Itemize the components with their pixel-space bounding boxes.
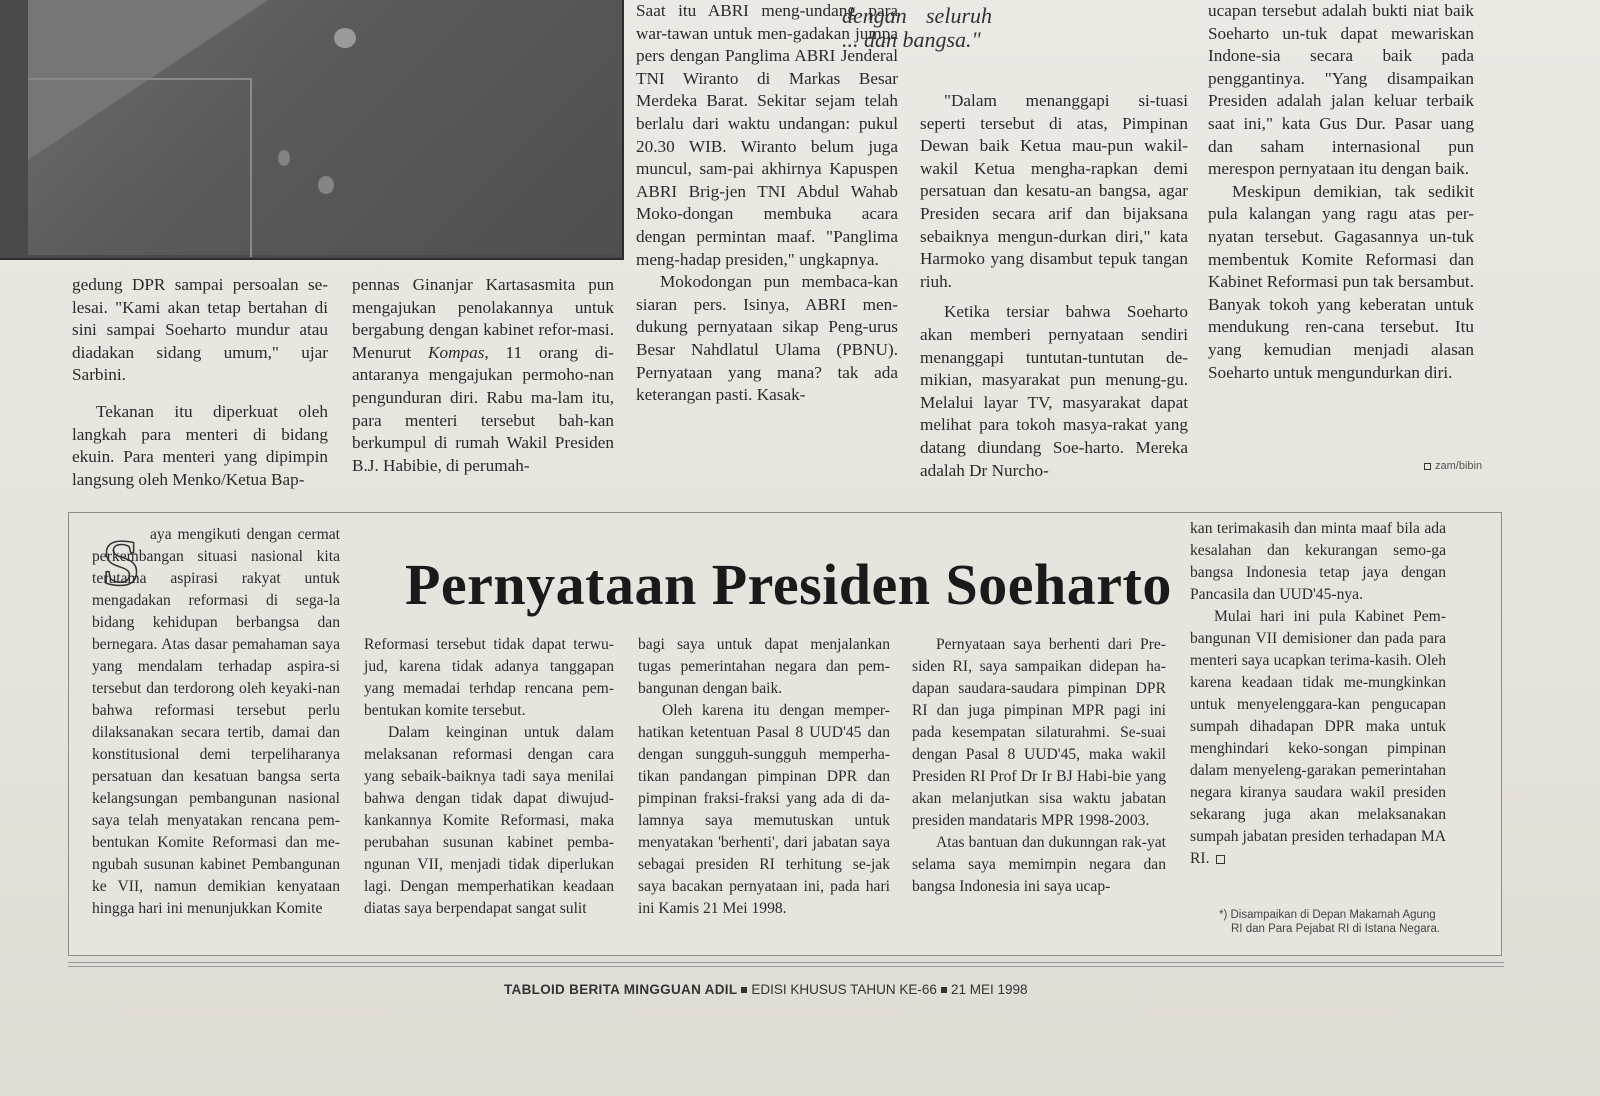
statement-column-5 bbox=[1190, 518, 1446, 870]
paragraph: Meskipun demikian, tak sedikit pula kalangan yang ragu atas per-nyatan tersebut. Gagasannya un-tuk membentuk Komite Reformasi dan Kabinet Reformasi pun tak bersambut. Banyak tokoh yang keberatan untuk mendukung ren-cana tersebut. Itu yang kemudian menjadi alasan Soeharto untuk mengundurkan diri. bbox=[1208, 181, 1474, 382]
statement-column-2 bbox=[364, 634, 614, 920]
paragraph: Atas bantuan dan dukunngan rak-yat selama saya memimpin negara dan bangsa Indonesia ini saya ucap- bbox=[912, 834, 1166, 895]
statement-column-1 bbox=[92, 524, 340, 920]
article-column-4 bbox=[920, 90, 1188, 482]
paragraph: aya mengikuti dengan cermat perkembangan situasi nasional kita terutama aspirasi rakyat untuk mengadakan reformasi di sega-la bidang kehidupan berbangsa dan bernegara. Atas dasar pemahaman saya yang mendalam terhadap aspira-si tersebut dan terdorong oleh keyaki-nan bahwa reformasi tersebut perlu dilaksanakan secara tertib, damai dan konstitusional demi terpeliharanya persatuan dan kesatuan bangsa serta kelangsungan pembangunan nasional saya telah menyatakan rencana pem-bentukan Komite Reformasi dan me-ngubah susunan kabinet Pembangunan ke VII, namun demikian kenyataan hingga hari ini menunjukkan Komite bbox=[92, 526, 340, 917]
paragraph: Mulai hari ini pula Kabinet Pem-bangunan VII demisioner dan pada para menteri saya ucapkan terima-kasih. Oleh karena keadaan tidak me-mungkinkan untuk menyelenggara-kan pengucapan sumpah dihadapan DPR maka untuk menghindari keko-songan pimpinan dalam menyeleng-garakan pemerintahan negara kiranya saudara wakil presiden sekarang juga akan melaksanakan sumpah jabatan presiden terhadapan MA RI. bbox=[1190, 608, 1446, 867]
end-mark-icon bbox=[1216, 855, 1225, 864]
article-column-1 bbox=[72, 274, 328, 491]
paragraph: Dalam keinginan untuk dalam melaksanan reformasi dengan cara yang sebaik-baiknya tadi saya menilai bahwa dengan tidak dapat diwujud-kankannya Komite Reformasi, maka perubahan susunan kabinet pemba-ngunan VII, menjadi tidak diperlukan lagi. Dengan memperhatikan keadaan diatas saya berpendapat sangat sulit bbox=[364, 724, 614, 917]
article-column-5 bbox=[1208, 0, 1474, 384]
paragraph: kan terimakasih dan minta maaf bila ada kesalahan dan kekurangan semo-ga bangsa Indonesia tetap jaya dengan Pancasila dan UUD'45-nya. bbox=[1190, 520, 1446, 603]
paragraph: Reformasi tersebut tidak dapat terwu-jud, karena tidak adanya tanggapan yang memadai terhdap rencana pem-bentukan komite tersebut. bbox=[364, 636, 614, 719]
paragraph: Tekanan itu diperkuat oleh langkah para menteri di bidang ekuin. Para menteri yang dipimpin langsung oleh Menko/Ketua Bap- bbox=[72, 401, 328, 489]
edition-label: EDISI KHUSUS TAHUN KE-66 bbox=[751, 982, 937, 997]
paragraph: "Dalam menanggapi si-tuasi seperti tersebut di atas, Pimpinan Dewan baik Ketua mau-pun wakil-wakil Ketua mengha-rapkan demi persatuan dan kesatu-an bangsa, agar Presiden secara arif dan bijaksana sebaiknya mengun-durkan diri," kata Harmoko yang disambut tepuk tangan riuh. bbox=[920, 91, 1188, 291]
article-column-2 bbox=[352, 274, 614, 477]
statement-column-3 bbox=[638, 634, 890, 920]
paragraph: Pernyataan saya berhenti dari Pre-siden RI, saya sampaikan didepan ha-dapan saudara-saudara pimpinan DPR RI dan juga pimpinan MPR pagi ini pada kesempatan silaturahmi. Se-suai dengan Pasal 8 UUD'45, maka wakil Presiden RI Prof Dr Ir BJ Habi-bie yang akan melanjutkan sisa waktu jabatan presiden mandataris MPR 1998-2003. bbox=[912, 636, 1166, 829]
issue-date: 21 MEI 1998 bbox=[950, 982, 1028, 997]
statement-column-4 bbox=[912, 634, 1166, 898]
drop-cap: S bbox=[102, 527, 140, 600]
publication-name: TABLOID BERITA MINGGUAN ADIL bbox=[504, 982, 738, 997]
author-credit: zam/bibin bbox=[1424, 460, 1482, 472]
news-photo bbox=[0, 0, 624, 260]
paragraph: pennas Ginanjar Kartasasmita pun mengajukan penolakannya untuk bergabung dengan kabinet refor-masi. Menurut Kompas, 11 orang di-antaranya mengajukan permoho-nan pengunduran diri. Rabu ma-lam itu, para menteri tersebut bah-kan berkumpul di rumah Wakil Presiden B.J. Habibie, di perumah- bbox=[352, 275, 614, 475]
paragraph: ucapan tersebut adalah bukti niat baik Soeharto un-tuk dapat mewariskan Indone-sia secara baik pada penggantinya. "Yang disampaikan Presiden adalah jalan keluar terbaik saat ini," kata Gus Dur. Pasar uang dan saham internasional pun merespon pernyataan itu dengan baik. bbox=[1208, 1, 1474, 179]
paragraph: bagi saya untuk dapat menjalankan tugas pemerintahan negara dan pem-bangunan dengan baik. bbox=[638, 636, 890, 697]
paragraph: Mokodongan pun membaca-kan siaran pers. Isinya, ABRI men-dukung pernyataan sikap Peng-urus Besar Nahdlatul Ulama (PBNU). Pernyataan yang mana? tak ada keterangan pasti. Kasak- bbox=[636, 272, 898, 405]
statement-title: Pernyataan Presiden Soeharto bbox=[405, 552, 1172, 617]
pull-quote: dengan seluruh ... dan bangsa." bbox=[842, 3, 992, 52]
paragraph: Saat itu ABRI meng-undang para war-tawan untuk men-gadakan jumpa pers dengan Panglima ABRI Jenderal TNI Wiranto di Markas Besar Merdeka Barat. Sekitar sejam telah berlalu dari waktu undangan: pukul 20.30 WIB. Wiranto belum juga muncul, sam-pai akhirnya Kapuspen ABRI Brig-jen TNI Abdul Wahab Moko-dongan membuka acara dengan permintan maaf. "Panglima meng-hadap presiden," ungkapnya. bbox=[636, 1, 898, 269]
footnote: *) Disampaikan di Depan Makamah Agung RI dan Para Pejabat RI di Istana Negara. bbox=[1219, 909, 1441, 935]
page-footer bbox=[504, 982, 1028, 997]
article-column-3 bbox=[636, 0, 898, 407]
divider bbox=[68, 966, 1504, 967]
paragraph: Oleh karena itu dengan memper-hatikan ketentuan Pasal 8 UUD'45 dan dengan sungguh-sungguh memperha-tikan pandangan pimpinan DPR dan pimpinan fraksi-fraksi yang ada di da-lamnya saya memutuskan untuk menyatakan 'berhenti', dari jabatan saya sebagai presiden RI terhitung se-jak saya bacakan pernyataan ini, pada hari ini Kamis 21 Mei 1998. bbox=[638, 702, 890, 917]
paragraph: Ketika tersiar bahwa Soeharto akan memberi pernyataan sendiri menanggapi tuntutan-tuntutan de-mikian, masyarakat pun menung-gu. Melalui layar TV, masyarakat dapat melihat para tokoh masya-rakat yang datang diundang Soe-harto. Mereka adalah Dr Nurcho- bbox=[920, 302, 1188, 480]
paragraph: gedung DPR sampai persoalan se-lesai. "Kami akan tetap bertahan di sini sampai Soeharto mundur atau diadakan sidang umum," ujar Sarbini. bbox=[72, 275, 328, 385]
divider bbox=[68, 962, 1504, 963]
